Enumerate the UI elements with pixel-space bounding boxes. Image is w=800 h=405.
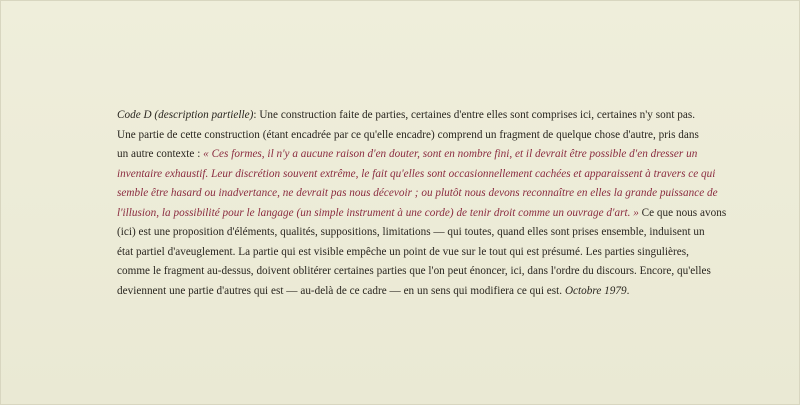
text-line-6 bbox=[117, 204, 727, 224]
heading-italic: Code D (description partielle) bbox=[117, 109, 254, 121]
text-line-5 bbox=[117, 184, 718, 204]
text-line-9 bbox=[117, 262, 711, 282]
text-line-1 bbox=[117, 106, 697, 126]
text-line-8 bbox=[117, 243, 697, 263]
text-line-3 bbox=[117, 145, 697, 165]
text-line-4 bbox=[117, 165, 716, 185]
line-2-text: Une partie de cette construction (étant encadrée par ce qu'elle encadre) comprend un fragment de quelque chose d'autre, pris dans bbox=[117, 128, 699, 141]
text-line-10 bbox=[117, 282, 697, 302]
text-line-7 bbox=[117, 223, 705, 243]
quote-line-6: l'illusion, la possibilité pour le langage (un simple instrument à une corde) de tenir droit comme un ouvrage d'art. » bbox=[117, 206, 639, 219]
line-8-text: état partiel d'aveuglement. La partie qui est visible empêche un point de vue sur le tout qui est présumé. Les parties singulières, bbox=[117, 245, 689, 258]
line-3-text: un autre contexte : bbox=[117, 148, 204, 160]
line-1-text: : Une construction faite de parties, certaines d'entre elles sont comprises ici, certaines n'y sont pas. bbox=[253, 109, 696, 121]
line-10-text: deviennent une partie d'autres qui est — au-delà de ce cadre — en un sens qui modifiera ce qui est. bbox=[117, 284, 565, 297]
text-line-2 bbox=[117, 126, 697, 146]
line-9-text: comme le fragment au-dessus, doivent oblitérer certaines parties que l'on peut énoncer, ici, dans l'ordre du discours. Encore, qu'elles bbox=[117, 265, 711, 277]
quote-line-4: inventaire exhaustif. Leur discrétion souvent extrême, le fait qu'elles sont occasionnellement cachées et apparaissent à travers ce qui bbox=[117, 167, 716, 180]
description-text bbox=[117, 106, 727, 301]
quote-line-3: « Ces formes, il n'y a aucune raison d'en douter, sont en nombre fini, et il devrait être possible d'en dresser un bbox=[203, 148, 698, 160]
closing-period: . bbox=[626, 284, 630, 297]
line-7-text: (ici) est une proposition d'éléments, qualités, suppositions, limitations — qui toutes, quand elles sont prises ensemble, induisent un bbox=[117, 226, 705, 238]
closing-date: Octobre 1979 bbox=[564, 284, 627, 297]
line-6-text: Ce que nous avons bbox=[638, 206, 727, 219]
quote-line-5: semble être hasard ou inadvertance, ne devrait pas nous décevoir ; ou plutôt nous devons reconnaître en elles la grande puissance de bbox=[117, 187, 718, 199]
